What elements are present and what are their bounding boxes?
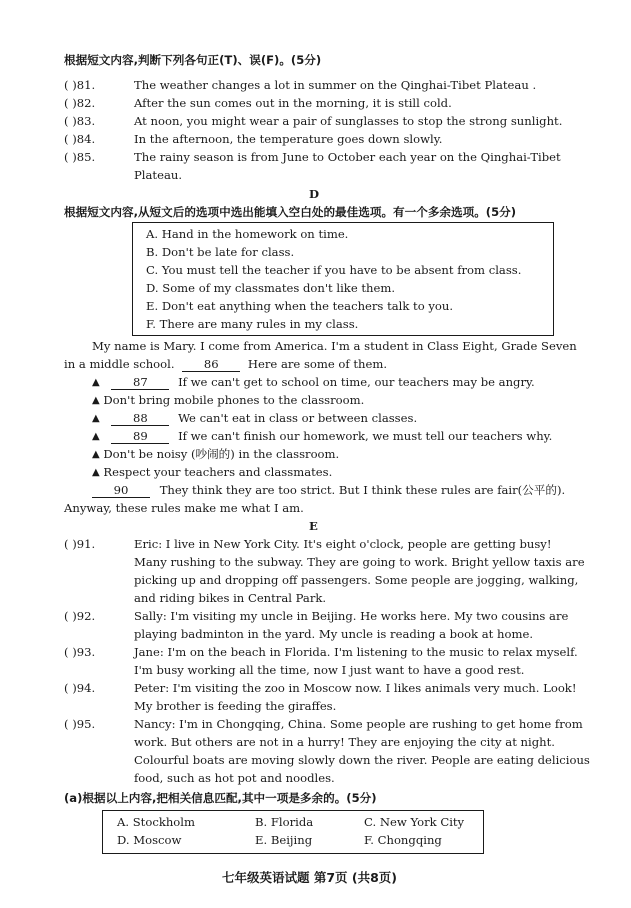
question-81-number: ( )81.: [64, 78, 96, 92]
rule-87-text: If we can't get to school on time, our teachers may be angry.: [178, 375, 535, 389]
rule-89: [92, 428, 552, 446]
rule-mobile-text: Don't bring mobile phones to the classroom.: [103, 393, 365, 407]
rule-noisy: [92, 446, 339, 464]
triangle-bullet-icon: ▲: [92, 449, 100, 460]
question-95-line-3: Colourful boats are moving slowly down the river. People are eating delicious: [134, 753, 590, 767]
blank-88: 88: [111, 411, 169, 426]
passage-line-90: [92, 482, 565, 498]
passage-line-1: My name is Mary. I come from America. I'm a student in Class Eight, Grade Seven: [92, 339, 577, 353]
question-94-line-1: Peter: I'm visiting the zoo in Moscow now. I likes animals very much. Look!: [134, 681, 577, 695]
question-93-line-1: Jane: I'm on the beach in Florida. I'm listening to the music to relax myself.: [134, 645, 578, 659]
option-e-a: A. Stockholm: [117, 815, 195, 829]
question-91-line-2: Many rushing to the subway. They are going to work. Bright yellow taxis are: [134, 555, 585, 569]
question-85-text: The rainy season is from June to October each year on the Qinghai-Tibet: [134, 150, 561, 164]
rule-respect-text: Respect your teachers and classmates.: [103, 465, 333, 479]
question-95-line-1: Nancy: I'm in Chongqing, China. Some people are rushing to get home from: [134, 717, 583, 731]
passage-line-90-text: They think they are too strict. But I think these rules are fair(公平的).: [159, 483, 566, 497]
option-e-d: D. Moscow: [117, 833, 182, 847]
section-d-instruction: 根据短文内容,从短文后的选项中选出能填入空白处的最佳选项。有一个多余选项。(5分): [64, 205, 517, 219]
question-95-line-4: food, such as hot pot and noodles.: [134, 771, 335, 785]
rule-87: [92, 374, 535, 392]
page-footer: 七年级英语试题 第7页 (共8页): [222, 870, 398, 885]
blank-87: 87: [111, 375, 169, 390]
question-92-line-1: Sally: I'm visiting my uncle in Beijing. He works here. My two cousins are: [134, 609, 569, 623]
option-e-c: C. New York City: [364, 815, 465, 829]
question-91-line-3: picking up and dropping off passengers. Some people are jogging, walking,: [134, 573, 579, 587]
blank-90: 90: [92, 483, 150, 498]
option-d-e: E. Don't eat anything when the teachers talk to you.: [146, 299, 454, 313]
rule-mobile: [92, 392, 364, 410]
section-e-instruction: (a)根据以上内容,把相关信息匹配,其中一项是多余的。(5分): [64, 791, 377, 805]
triangle-bullet-icon: ▲: [92, 395, 100, 406]
passage-line-2: [64, 356, 387, 372]
rule-noisy-text: Don't be noisy (吵闹的) in the classroom.: [103, 447, 340, 461]
question-91-line-4: and riding bikes in Central Park.: [134, 591, 327, 605]
rule-88: [92, 410, 417, 428]
option-e-e: E. Beijing: [255, 833, 313, 847]
question-93-number: ( )93.: [64, 645, 96, 659]
section-e-heading: E: [309, 519, 318, 533]
question-94-line-2: My brother is feeding the giraffes.: [134, 699, 337, 713]
triangle-bullet-icon: ▲: [92, 467, 100, 478]
question-81-text: The weather changes a lot in summer on the Qinghai-Tibet Plateau .: [134, 78, 537, 92]
question-84-text: In the afternoon, the temperature goes down slowly.: [134, 132, 443, 146]
blank-86: 86: [182, 357, 240, 372]
question-84-number: ( )84.: [64, 132, 96, 146]
question-83-number: ( )83.: [64, 114, 96, 128]
option-d-f: F. There are many rules in my class.: [146, 317, 359, 331]
section-c-instruction: 根据短文内容,判断下列各句正(T)、误(F)。(5分): [64, 53, 322, 67]
question-85-text-cont: Plateau.: [134, 168, 183, 182]
passage-last-line: Anyway, these rules make me what I am.: [64, 501, 304, 515]
option-d-b: B. Don't be late for class.: [146, 245, 295, 259]
question-94-number: ( )94.: [64, 681, 96, 695]
option-d-a: A. Hand in the homework on time.: [146, 227, 349, 241]
question-93-line-2: I'm busy working all the time, now I just want to have a good rest.: [134, 663, 525, 677]
question-82-text: After the sun comes out in the morning, it is still cold.: [134, 96, 452, 110]
triangle-bullet-icon: ▲: [92, 413, 100, 424]
question-92-line-2: playing badminton in the yard. My uncle is reading a book at home.: [134, 627, 533, 641]
question-82-number: ( )82.: [64, 96, 96, 110]
option-e-b: B. Florida: [255, 815, 314, 829]
triangle-bullet-icon: ▲: [92, 431, 100, 442]
option-d-d: D. Some of my classmates don't like them.: [146, 281, 396, 295]
triangle-bullet-icon: ▲: [92, 377, 100, 388]
option-e-f: F. Chongqing: [364, 833, 442, 847]
rule-respect: [92, 464, 332, 482]
passage-line-2-post: Here are some of them.: [247, 357, 388, 371]
question-91-number: ( )91.: [64, 537, 96, 551]
rule-88-text: We can't eat in class or between classes.: [178, 411, 418, 425]
question-95-number: ( )95.: [64, 717, 96, 731]
question-95-line-2: work. But others are not in a hurry! They are enjoying the city at night.: [134, 735, 555, 749]
question-92-number: ( )92.: [64, 609, 96, 623]
question-91-line-1: Eric: I live in New York City. It's eight o'clock, people are getting busy!: [134, 537, 552, 551]
blank-89: 89: [111, 429, 169, 444]
rule-89-text: If we can't finish our homework, we must tell our teachers why.: [178, 429, 553, 443]
passage-line-2-pre: in a middle school.: [64, 357, 175, 371]
option-d-c: C. You must tell the teacher if you have to be absent from class.: [146, 263, 522, 277]
section-d-heading: D: [309, 187, 320, 201]
question-85-number: ( )85.: [64, 150, 96, 164]
question-83-text: At noon, you might wear a pair of sunglasses to stop the strong sunlight.: [134, 114, 563, 128]
